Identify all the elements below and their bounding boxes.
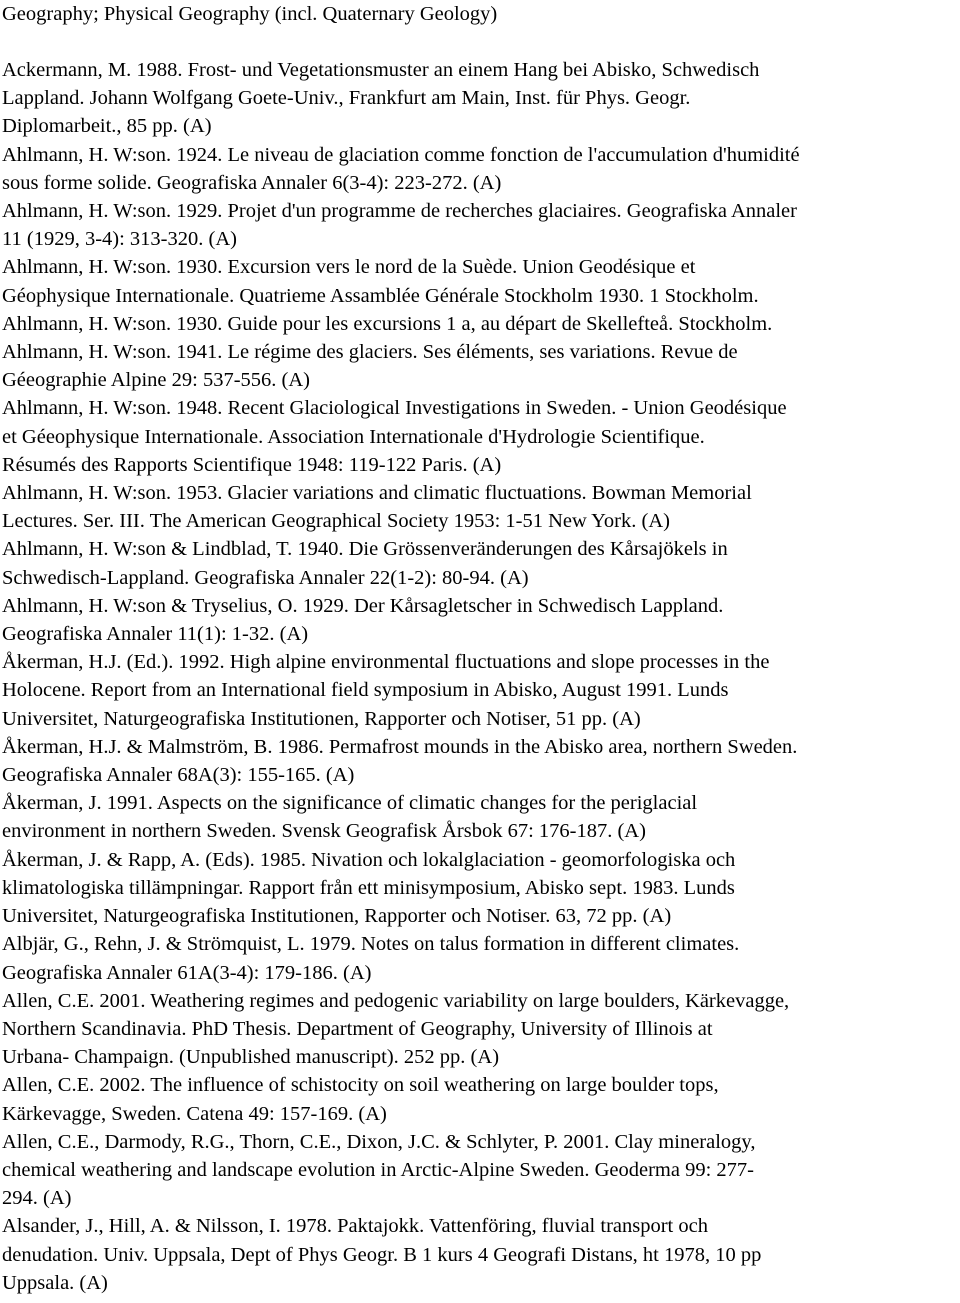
entry-line: Holocene. Report from an International field symposium in Abisko, August 1991. Lunds: [2, 679, 729, 702]
entry-line: Diplomarbeit., 85 pp. (A): [2, 115, 212, 138]
entry-line: sous forme solide. Geografiska Annaler 6(3-4): 223-272. (A): [2, 171, 502, 194]
bibliography-entry: [2, 56, 958, 141]
bibliography-entry: [2, 648, 958, 733]
entry-line: Geografiska Annaler 11(1): 1-32. (A): [2, 623, 309, 646]
entry-line: Résumés des Rapports Scientifique 1948: 119-122 Paris. (A): [2, 453, 502, 476]
bibliography-entry: [2, 479, 958, 535]
bibliography-entry: [2, 930, 958, 986]
entry-line: klimatologiska tillämpningar. Rapport från ett minisymposium, Abisko sept. 1983. Lunds: [2, 876, 735, 899]
entry-line: Géeographie Alpine 29: 537-556. (A): [2, 369, 310, 392]
bibliography-entry: [2, 338, 958, 394]
entry-line: Geografiska Annaler 61A(3-4): 179-186. (A): [2, 961, 372, 984]
entry-line: Alsander, J., Hill, A. & Nilsson, I. 1978. Paktajokk. Vattenföring, fluvial transport och: [2, 1215, 708, 1238]
entry-line: Ahlmann, H. W:son & Tryselius, O. 1929. Der Kårsagletscher in Schwedisch Lappland.: [2, 594, 724, 617]
entry-line: chemical weathering and landscape evolution in Arctic-Alpine Sweden. Geoderma 99: 277-: [2, 1158, 754, 1181]
entry-line: Åkerman, H.J. (Ed.). 1992. High alpine environmental fluctuations and slope processes in the: [2, 651, 770, 674]
entry-line: Lappland. Johann Wolfgang Goete-Univ., Frankfurt am Main, Inst. für Phys. Geogr.: [2, 87, 691, 110]
bibliography-entry: [2, 141, 958, 197]
entry-line: Lectures. Ser. III. The American Geographical Society 1953: 1-51 New York. (A): [2, 510, 670, 533]
bibliography-entry: [2, 1071, 958, 1127]
section-heading: Geography; Physical Geography (incl. Quaternary Geology): [2, 3, 498, 25]
entry-line: denudation. Univ. Uppsala, Dept of Phys Geogr. B 1 kurs 4 Geografi Distans, ht 1978, 10 pp: [2, 1243, 762, 1266]
bibliography-entry: [2, 733, 958, 789]
entry-line: Ackermann, M. 1988. Frost- und Vegetationsmuster an einem Hang bei Abisko, Schwedisch: [2, 59, 760, 81]
bibliography-entry: [2, 310, 958, 338]
entry-line: Ahlmann, H. W:son. 1930. Guide pour les excursions 1 a, au départ de Skellefteå. Stockholm.: [2, 312, 773, 335]
entry-line: Ahlmann, H. W:son. 1941. Le régime des glaciers. Ses éléments, ses variations. Revue de: [2, 341, 738, 364]
entry-line: Albjär, G., Rehn, J. & Strömquist, L. 1979. Notes on talus formation in different climates.: [2, 933, 740, 956]
entry-line: Åkerman, J. 1991. Aspects on the significance of climatic changes for the periglacial: [2, 792, 698, 815]
bibliography-entry: [2, 789, 958, 845]
bibliography-entry: [2, 592, 958, 648]
entry-line: Universitet, Naturgeografiska Institutionen, Rapporter och Notiser, 51 pp. (A): [2, 707, 641, 730]
entry-line: Urbana- Champaign. (Unpublished manuscript). 252 pp. (A): [2, 1046, 500, 1069]
entry-line: Ahlmann, H. W:son. 1930. Excursion vers le nord de la Suède. Union Geodésique et: [2, 256, 696, 279]
entry-line: Universitet, Naturgeografiska Institutionen, Rapporter och Notiser. 63, 72 pp. (A): [2, 905, 672, 928]
entry-line: environment in northern Sweden. Svensk Geografisk Årsbok 67: 176-187. (A): [2, 820, 646, 843]
bibliography-entry: [2, 987, 958, 1072]
entry-line: Åkerman, J. & Rapp, A. (Eds). 1985. Nivation och lokalglaciation - geomorfologiska och: [2, 848, 736, 871]
entry-line: Geografiska Annaler 68A(3): 155-165. (A): [2, 764, 355, 787]
entry-line: Ahlmann, H. W:son. 1929. Projet d'un programme de recherches glaciaires. Geografiska Annaler: [2, 200, 797, 223]
bibliography-entry: [2, 253, 958, 309]
entry-line: Ahlmann, H. W:son. 1948. Recent Glaciological Investigations in Sweden. - Union Geodésique: [2, 397, 787, 420]
entry-line: Uppsala. (A): [2, 1271, 108, 1294]
bibliography-entry: [2, 1128, 958, 1213]
entry-line: Ahlmann, H. W:son & Lindblad, T. 1940. Die Grössenveränderungen des Kårsajökels in: [2, 538, 728, 561]
entry-line: 294. (A): [2, 1187, 72, 1210]
entry-line: Géophysique Internationale. Quatrieme Assamblée Générale Stockholm 1930. 1 Stockholm.: [2, 284, 759, 307]
bibliography-list: [2, 56, 958, 1297]
bibliography-entry: [2, 535, 958, 591]
entry-line: Allen, C.E. 2001. Weathering regimes and pedogenic variability on large boulders, Kärkevagge,: [2, 989, 790, 1012]
bibliography-entry: [2, 394, 958, 479]
entry-line: Schwedisch-Lappland. Geografiska Annaler 22(1-2): 80-94. (A): [2, 566, 529, 589]
entry-line: Kärkevagge, Sweden. Catena 49: 157-169. (A): [2, 1102, 387, 1125]
bibliography-entry: [2, 1212, 958, 1297]
bibliography-entry: [2, 846, 958, 931]
entry-line: 11 (1929, 3-4): 313-320. (A): [2, 228, 237, 251]
entry-line: Allen, C.E., Darmody, R.G., Thorn, C.E., Dixon, J.C. & Schlyter, P. 2001. Clay mineralogy,: [2, 1130, 756, 1153]
entry-line: Northern Scandinavia. PhD Thesis. Department of Geography, University of Illinois at: [2, 1017, 713, 1040]
entry-line: Åkerman, H.J. & Malmström, B. 1986. Permafrost mounds in the Abisko area, northern Sweden.: [2, 735, 798, 758]
entry-line: Ahlmann, H. W:son. 1953. Glacier variations and climatic fluctuations. Bowman Memorial: [2, 482, 752, 505]
entry-line: Ahlmann, H. W:son. 1924. Le niveau de glaciation comme fonction de l'accumulation d'humidité: [2, 143, 800, 166]
bibliography-entry: [2, 197, 958, 253]
entry-line: et Géeophysique Internationale. Association Internationale d'Hydrologie Scientifique.: [2, 425, 705, 448]
entry-line: Allen, C.E. 2002. The influence of schistocity on soil weathering on large boulder tops,: [2, 1074, 719, 1097]
